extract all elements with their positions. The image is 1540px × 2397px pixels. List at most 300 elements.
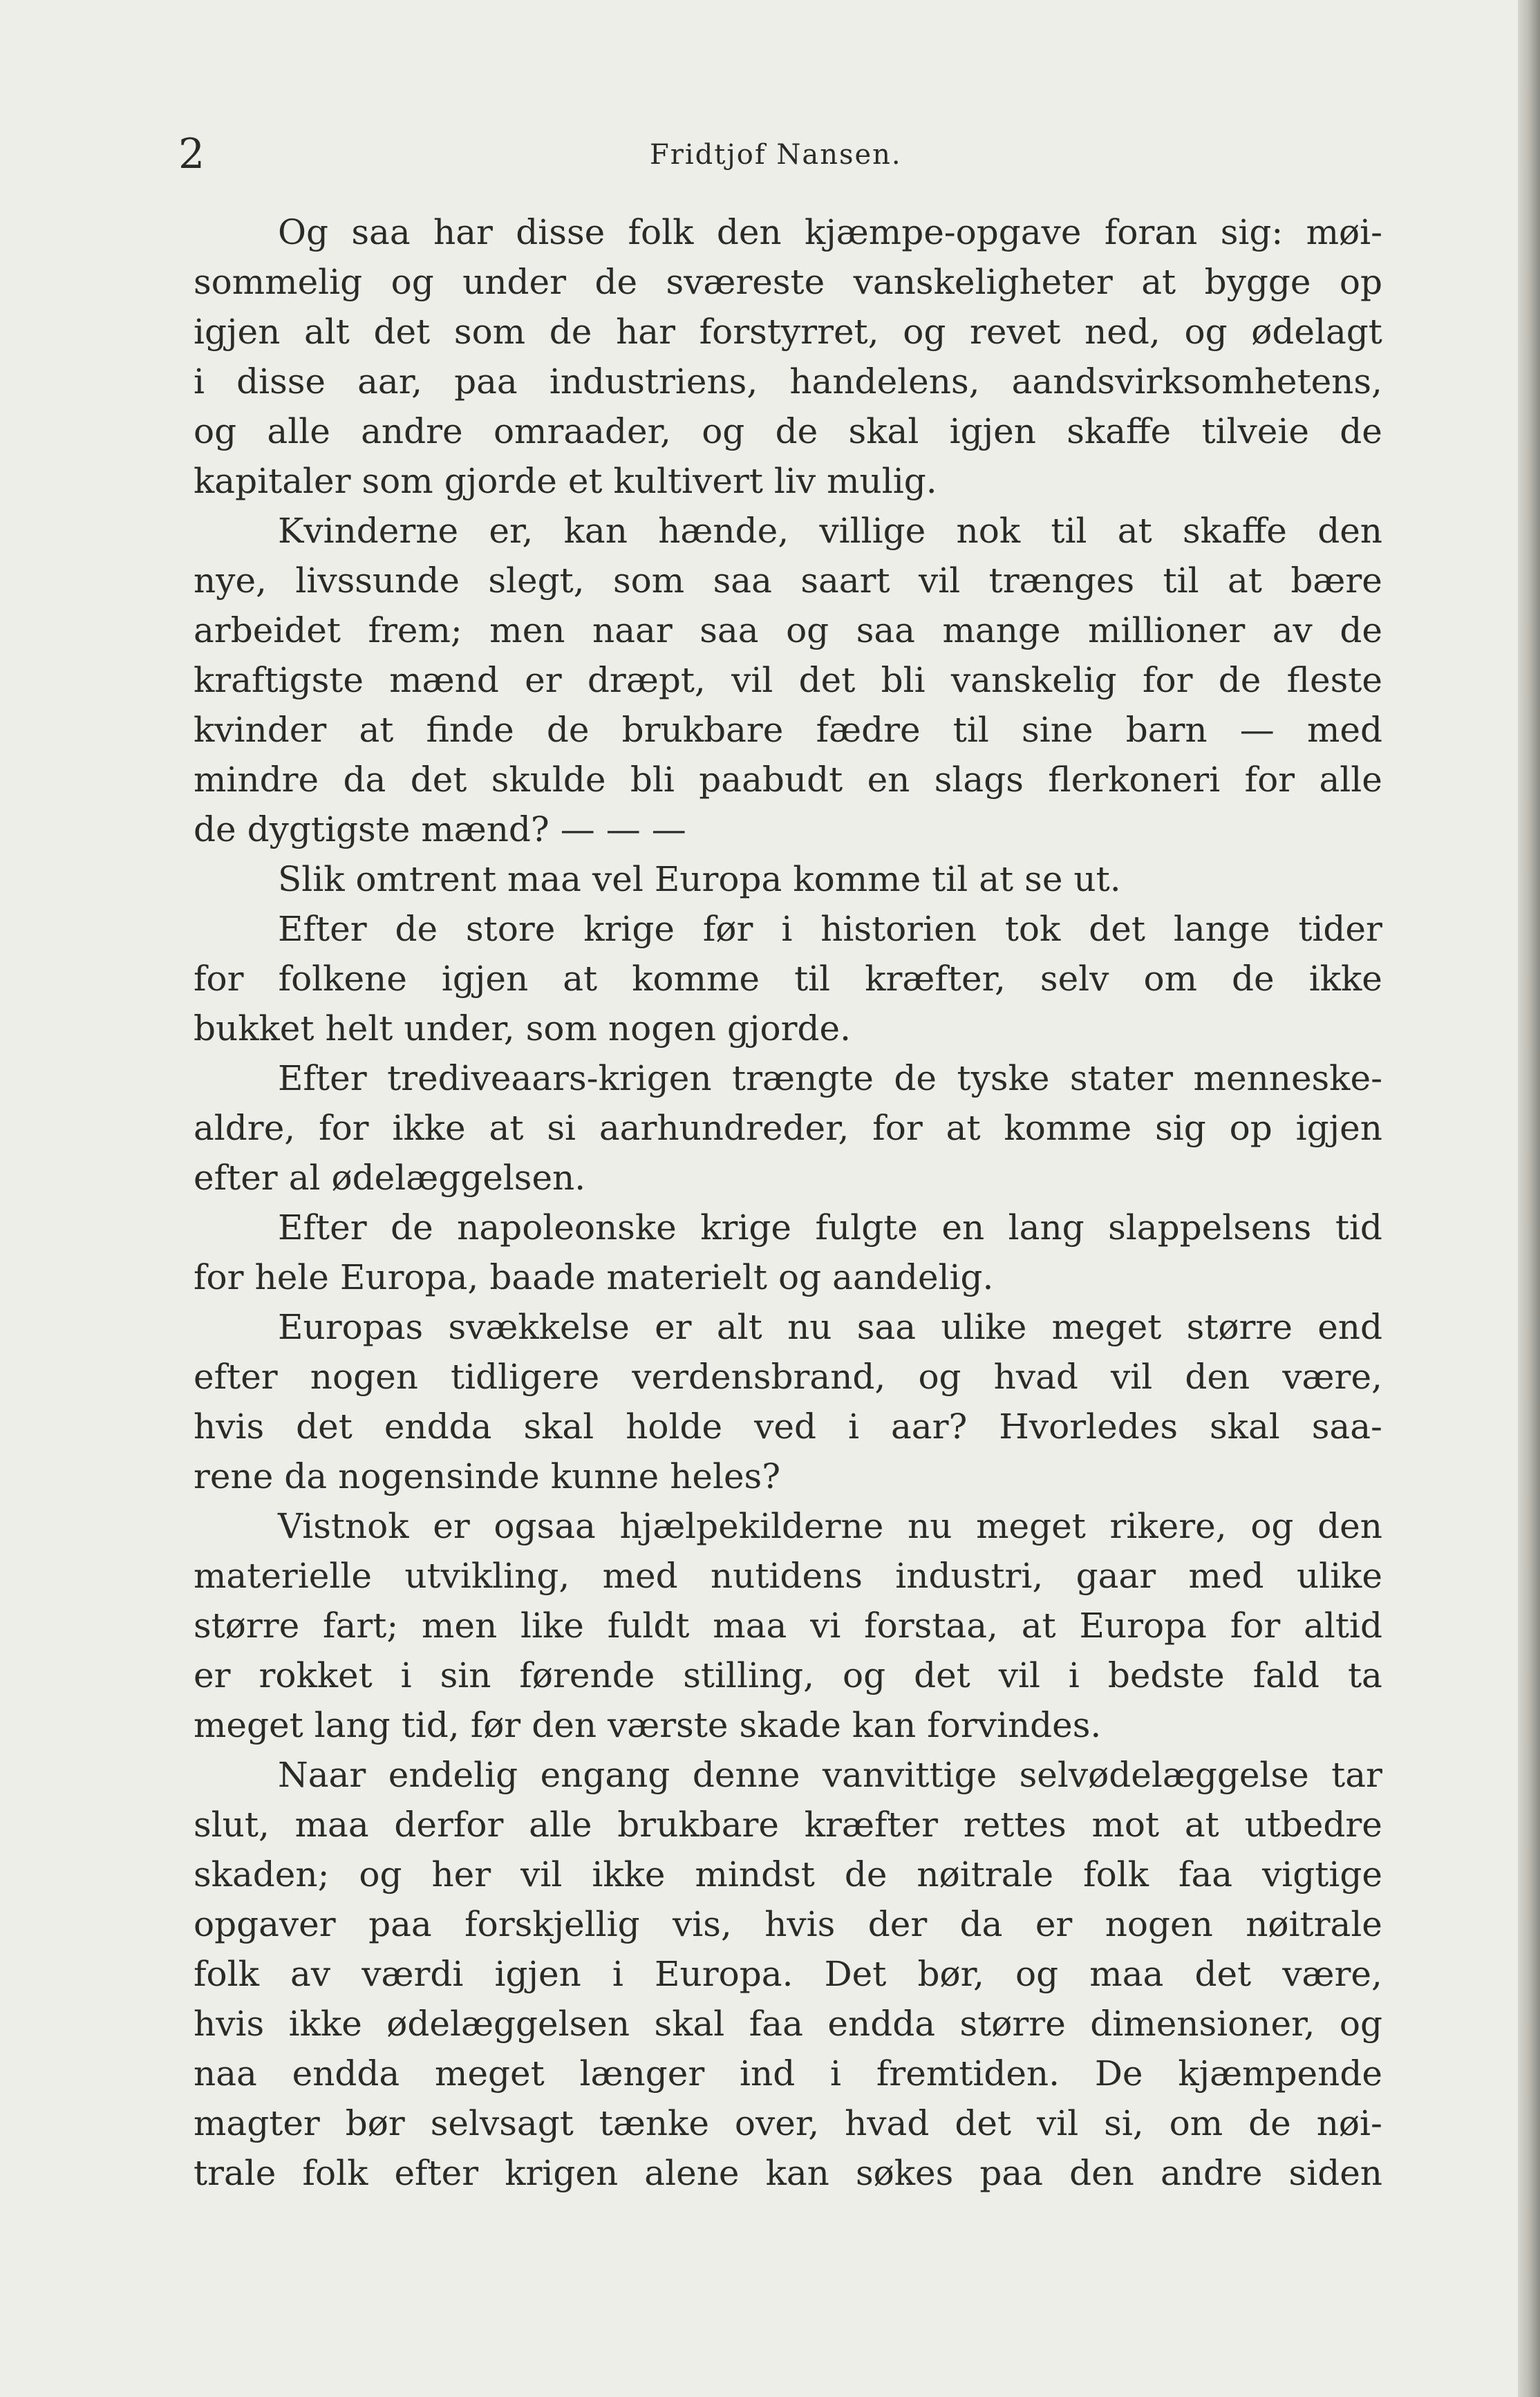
word: ta <box>1347 1655 1382 1695</box>
word: krigen <box>505 2153 619 2193</box>
word: komme <box>632 959 760 999</box>
word: endda <box>384 1407 492 1447</box>
word: nogensinde <box>338 1456 540 1496</box>
word: vil <box>1111 1357 1153 1397</box>
word: skal <box>523 1407 594 1447</box>
word: for <box>1230 1606 1281 1646</box>
word: i <box>400 1655 412 1695</box>
word: krige <box>583 909 675 949</box>
word: sig: <box>1220 212 1284 252</box>
word: i <box>612 1954 623 1994</box>
word: de <box>395 909 438 949</box>
word: saa <box>713 561 772 601</box>
word: den <box>1317 511 1382 551</box>
word: saa <box>856 610 915 650</box>
text-line <box>194 904 1382 954</box>
word: op <box>1339 262 1382 302</box>
word: ut. <box>1073 859 1121 899</box>
word: arbeidet <box>194 610 341 650</box>
word: dimensioner, <box>1090 2004 1315 2044</box>
word: fald <box>1252 1655 1320 1695</box>
text-line <box>194 854 1382 904</box>
word: forstaa, <box>864 1606 998 1646</box>
word: kan <box>563 511 628 551</box>
word: har <box>433 212 493 252</box>
word: efter <box>194 1158 278 1198</box>
word: utvikling, <box>404 1556 570 1596</box>
word: møi- <box>1306 212 1382 252</box>
word: omtrent <box>355 859 496 899</box>
word: det <box>798 660 856 700</box>
word: et <box>567 461 603 501</box>
word: tyske <box>957 1058 1050 1098</box>
word: vanskelig <box>950 660 1117 700</box>
word: alle <box>1319 760 1382 800</box>
word: hele <box>254 1257 329 1297</box>
word: og <box>918 1357 961 1397</box>
word: vil <box>919 561 961 601</box>
word: finde <box>426 710 514 750</box>
word: maa <box>507 859 581 899</box>
word: at <box>979 859 1014 899</box>
word: denne <box>692 1755 800 1795</box>
word: Efter <box>278 909 367 949</box>
word: saart <box>800 561 890 601</box>
word: kjæmpende <box>1178 2053 1382 2094</box>
word: ødelæggelsen. <box>331 1158 586 1198</box>
word: Vistnok <box>278 1506 409 1546</box>
word: forstyrret, <box>699 312 879 352</box>
word: nutidens <box>710 1556 863 1596</box>
word: mange <box>942 610 1061 650</box>
word: alle <box>267 411 330 451</box>
word: slags <box>934 760 1024 800</box>
word: hvis <box>764 1904 836 1944</box>
word: heles? <box>670 1456 781 1496</box>
text-line <box>194 1651 1382 1700</box>
text-line <box>194 506 1382 556</box>
text-line <box>194 1053 1382 1103</box>
word: selvødelæggelse <box>1019 1755 1309 1795</box>
word: altid <box>1304 1606 1382 1646</box>
word: liv <box>773 461 816 501</box>
word: det <box>1194 1954 1252 1994</box>
word: ikke <box>592 1854 666 1895</box>
word: meget <box>1051 1307 1162 1347</box>
word: fart; <box>323 1606 399 1646</box>
word: og <box>702 411 745 451</box>
text-line <box>194 605 1382 655</box>
word: bør, <box>917 1954 984 1994</box>
word: si <box>547 1108 576 1148</box>
word: er <box>655 1307 692 1347</box>
word: forvindes. <box>927 1705 1102 1745</box>
word: den <box>532 1705 597 1745</box>
text-line <box>194 1352 1382 1402</box>
word: for <box>1244 760 1295 800</box>
word: til <box>1163 561 1199 601</box>
word: Slik <box>278 859 345 899</box>
word: bli <box>630 760 675 800</box>
word: og <box>843 1655 886 1695</box>
word: saa- <box>1311 1407 1382 1447</box>
word: saa <box>699 610 759 650</box>
word: vigtige <box>1262 1854 1382 1895</box>
word: før <box>470 1705 521 1745</box>
word: alle <box>529 1805 592 1845</box>
word: mindre <box>194 760 319 800</box>
word: nøi- <box>1316 2103 1382 2143</box>
word: opgaver <box>194 1904 336 1944</box>
word: siden <box>1288 2153 1382 2193</box>
word: de <box>1248 2103 1291 2143</box>
word: som <box>453 312 526 352</box>
word: de <box>391 1207 433 1248</box>
word: lang <box>314 1705 391 1745</box>
word: helt <box>325 1008 393 1049</box>
word: meget <box>976 1506 1086 1546</box>
word: skaden; <box>194 1854 330 1895</box>
word: napoleonske <box>457 1207 677 1248</box>
word: den <box>716 212 782 252</box>
word: og <box>1184 312 1228 352</box>
word: fulgte <box>815 1207 918 1248</box>
word: store <box>465 909 556 949</box>
word: en <box>941 1207 985 1248</box>
word: at <box>563 959 598 999</box>
word: folk <box>1083 1854 1149 1895</box>
word: de <box>775 411 818 451</box>
word: lang <box>1008 1207 1084 1248</box>
word: ødelæggelsen <box>386 2004 630 2044</box>
word: millioner <box>1088 610 1246 650</box>
word: materielle <box>194 1556 372 1596</box>
word: aar? <box>890 1407 968 1447</box>
word: — <box>1239 710 1275 750</box>
word: kultivert <box>613 461 763 501</box>
word: ulike <box>941 1307 1027 1347</box>
word: end <box>1317 1307 1382 1347</box>
word: da <box>284 1456 328 1496</box>
word: aar, <box>357 361 423 402</box>
word: av <box>1272 610 1313 650</box>
word: og <box>391 262 434 302</box>
word: og <box>903 312 946 352</box>
word: tidligere <box>451 1357 600 1397</box>
word: trængte <box>732 1058 874 1098</box>
word: paabudt <box>699 760 843 800</box>
word: se <box>1024 859 1063 899</box>
word: andre <box>361 411 463 451</box>
word: — <box>560 809 595 849</box>
word: vanskeligheter <box>853 262 1113 302</box>
word: vil <box>731 660 773 700</box>
text-line <box>194 556 1382 605</box>
word: komme <box>1004 1108 1132 1148</box>
text-line <box>194 2098 1382 2148</box>
word: materielt <box>606 1257 768 1297</box>
word: frem; <box>368 610 462 650</box>
word: større <box>194 1606 300 1646</box>
word: industri, <box>895 1556 1044 1596</box>
word: de <box>194 809 236 849</box>
word: til <box>1051 511 1087 551</box>
word: saa <box>856 1307 917 1347</box>
word: søkes <box>855 2153 954 2193</box>
word: til <box>794 959 831 999</box>
text-line <box>194 1601 1382 1651</box>
text-line <box>194 805 1382 854</box>
word: ind <box>740 2053 796 2094</box>
word: mænd? <box>421 809 550 849</box>
word: disse <box>516 212 605 252</box>
text-line <box>194 1004 1382 1053</box>
word: endelig <box>388 1755 518 1795</box>
word: ogsaa <box>494 1506 596 1546</box>
word: og <box>778 1257 822 1297</box>
word: op <box>1229 1108 1273 1148</box>
word: tid, <box>401 1705 460 1745</box>
word: tilveie <box>1201 411 1309 451</box>
word: værste <box>608 1705 729 1745</box>
text-line <box>194 1800 1382 1850</box>
word: alt <box>716 1307 762 1347</box>
word: større <box>1186 1307 1293 1347</box>
word: hvis <box>194 1407 265 1447</box>
word: verdensbrand, <box>632 1357 886 1397</box>
word: de <box>1232 959 1275 999</box>
word: andre <box>1160 2153 1263 2193</box>
word: trale <box>194 2153 276 2193</box>
word: fleste <box>1286 660 1382 700</box>
word: al <box>288 1158 321 1198</box>
word: i <box>1068 1655 1080 1695</box>
word: er <box>433 1506 470 1546</box>
word: det <box>296 1407 353 1447</box>
word: kan <box>852 1705 917 1745</box>
word: nye, <box>194 561 267 601</box>
text-line <box>194 1451 1382 1501</box>
word: sværeste <box>666 262 825 302</box>
word: er <box>1035 1904 1073 1944</box>
word: sig <box>1155 1108 1206 1148</box>
word: skal <box>1209 1407 1280 1447</box>
text-line <box>194 406 1382 456</box>
word: fremtiden. <box>876 2053 1060 2094</box>
word: med <box>1188 1556 1264 1596</box>
word: omraader, <box>493 411 671 451</box>
word: alt <box>303 312 350 352</box>
word: barn <box>1125 710 1208 750</box>
word: av <box>290 1954 331 1994</box>
word: om <box>1143 959 1197 999</box>
word: dræpt, <box>587 660 706 700</box>
word: de <box>549 312 592 352</box>
word: Kvinderne <box>278 511 459 551</box>
word: tok <box>1004 909 1061 949</box>
word: nu <box>908 1506 952 1546</box>
word: naar <box>592 610 673 650</box>
text-line <box>194 307 1382 357</box>
word: kræfter <box>804 1805 939 1845</box>
word: trediveaars-krigen <box>387 1058 712 1098</box>
word: slegt, <box>488 561 585 601</box>
word: for <box>319 1108 369 1148</box>
word: er <box>194 1655 231 1695</box>
word: at <box>1117 511 1152 551</box>
word: vis, <box>673 1904 732 1944</box>
body-text <box>194 207 1382 2198</box>
word: ved <box>754 1407 816 1447</box>
word: de <box>594 262 638 302</box>
word: i <box>847 1407 859 1447</box>
word: industriens, <box>549 361 758 402</box>
word: meget <box>194 1705 303 1745</box>
word: nogen <box>608 1008 716 1049</box>
word: bygge <box>1204 262 1311 302</box>
text-line <box>194 954 1382 1004</box>
word: med <box>602 1556 678 1596</box>
word: længer <box>579 2053 705 2094</box>
word: Europa, <box>339 1257 479 1297</box>
text-line <box>194 1103 1382 1153</box>
word: kjæmpe-opgave <box>804 212 1082 252</box>
word: endda <box>827 2004 936 2044</box>
word: holde <box>626 1407 723 1447</box>
word: folk <box>302 2153 368 2193</box>
word: bære <box>1290 561 1382 601</box>
word: i <box>830 2053 842 2094</box>
word: si, <box>1104 2103 1144 2143</box>
word: stilling, <box>683 1655 815 1695</box>
word: nu <box>787 1307 832 1347</box>
word: førende <box>519 1655 655 1695</box>
text-line <box>194 1551 1382 1601</box>
word: de <box>546 710 590 750</box>
word: selv <box>1040 959 1109 999</box>
word: men <box>422 1606 498 1646</box>
word: alene <box>644 2153 740 2193</box>
word: den <box>1317 1506 1382 1546</box>
word: det <box>1089 909 1145 949</box>
text-line <box>194 1252 1382 1302</box>
word: vil <box>520 1854 563 1895</box>
word: at <box>489 1108 524 1148</box>
word: utbedre <box>1244 1805 1382 1845</box>
word: tar <box>1331 1755 1382 1795</box>
word: lange <box>1173 909 1270 949</box>
word: brukbare <box>617 1805 779 1845</box>
word: komme <box>793 859 921 899</box>
word: sine <box>1022 710 1093 750</box>
word: tid <box>1335 1207 1382 1248</box>
word: Det <box>824 1954 887 1994</box>
word: med <box>1306 710 1382 750</box>
word: som <box>613 561 685 601</box>
word: bør <box>345 2103 405 2143</box>
word: kraftigste <box>194 660 364 700</box>
text-line <box>194 357 1382 406</box>
word: brukbare <box>621 710 784 750</box>
word: aarhundreder, <box>599 1108 849 1148</box>
word: magter <box>194 2103 320 2143</box>
word: rokket <box>259 1655 373 1695</box>
word: efter <box>194 1357 278 1397</box>
word: dygtigste <box>247 809 411 849</box>
word: kan <box>765 2153 829 2193</box>
word: — <box>651 809 686 849</box>
word: det <box>373 312 431 352</box>
word: vanvittige <box>822 1755 997 1795</box>
word: som <box>361 461 433 501</box>
word: vel <box>592 859 644 899</box>
word: kvinder <box>194 710 327 750</box>
word: bukket <box>194 1008 314 1049</box>
word: flerkoneri <box>1048 760 1221 800</box>
word: og <box>1015 1954 1059 1994</box>
word: stater <box>1069 1058 1174 1098</box>
word: paa <box>368 1904 432 1944</box>
word: nøitrale <box>917 1854 1054 1895</box>
word: at <box>1141 262 1176 302</box>
word: gjorde. <box>727 1008 852 1049</box>
word: for <box>194 959 244 999</box>
word: da <box>959 1904 1003 1944</box>
word: hvis <box>194 2004 265 2044</box>
text-line <box>194 1501 1382 1551</box>
word: om <box>1169 2103 1223 2143</box>
word: under <box>462 262 567 302</box>
word: ikke <box>288 2004 362 2044</box>
word: folk <box>628 212 694 252</box>
word: svækkelse <box>448 1307 630 1347</box>
word: det <box>914 1655 970 1695</box>
word: igjen <box>949 411 1036 451</box>
word: det <box>410 760 467 800</box>
word: aandelig. <box>832 1257 994 1297</box>
word: at <box>1021 1606 1056 1646</box>
word: revet <box>970 312 1061 352</box>
word: være, <box>1282 1954 1382 1994</box>
word: hjælpekilderne <box>619 1506 884 1546</box>
word: som <box>525 1008 597 1049</box>
word: de <box>894 1058 937 1098</box>
word: maa <box>1089 1954 1164 1994</box>
word: aandsvirksomhetens, <box>1011 361 1382 402</box>
word: meget <box>435 2053 545 2094</box>
word: sommelig <box>194 262 363 302</box>
word: er, <box>489 511 534 551</box>
word: vil <box>998 1655 1040 1695</box>
word: Naar <box>278 1755 366 1795</box>
word: i <box>781 909 793 949</box>
text-line <box>194 456 1382 506</box>
word: slappelsens <box>1108 1207 1312 1248</box>
text-line <box>194 1999 1382 2049</box>
word: folk <box>194 1954 259 1994</box>
word: vil <box>1036 2103 1079 2143</box>
word: selvsagt <box>430 2103 574 2143</box>
word: hvad <box>845 2103 930 2143</box>
word: og <box>359 1854 402 1895</box>
word: skulde <box>491 760 606 800</box>
word: Europa. <box>655 1954 794 1994</box>
word: en <box>867 760 910 800</box>
word: kræfter, <box>865 959 1006 999</box>
word: nogen <box>1105 1904 1213 1944</box>
word: for <box>194 1257 244 1297</box>
word: igjen <box>441 959 529 999</box>
